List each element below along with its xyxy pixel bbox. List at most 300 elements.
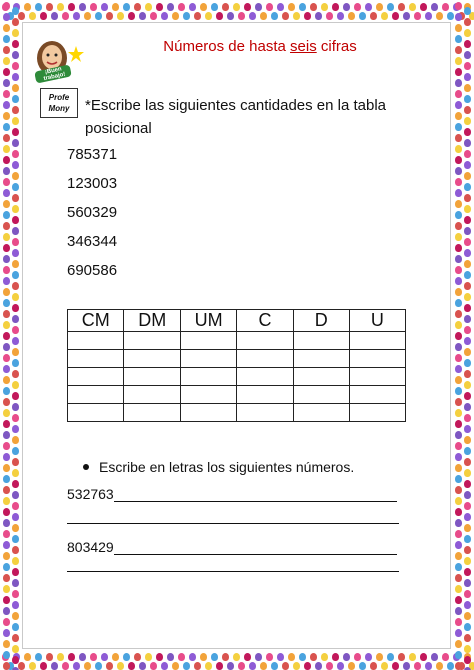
header-c: C: [237, 310, 293, 332]
balloon-icon: [464, 502, 471, 510]
balloon-icon: [455, 112, 462, 120]
balloon-icon: [3, 288, 10, 296]
balloon-icon: [455, 354, 462, 362]
balloon-icon: [455, 596, 462, 604]
balloon-icon: [29, 662, 36, 670]
balloon-icon: [167, 653, 174, 661]
balloon-icon: [455, 321, 462, 329]
table-cell[interactable]: [180, 386, 236, 404]
balloon-icon: [123, 3, 130, 11]
balloon-icon: [332, 653, 339, 661]
balloon-icon: [3, 101, 10, 109]
balloon-icon: [3, 596, 10, 604]
balloon-icon: [57, 3, 64, 11]
balloon-icon: [464, 392, 471, 400]
balloon-icon: [3, 585, 10, 593]
balloon-icon: [464, 18, 471, 26]
table-cell[interactable]: [293, 386, 349, 404]
title-after: cifras: [316, 38, 357, 55]
table-row: [68, 350, 406, 368]
balloon-icon: [3, 2, 10, 10]
balloon-icon: [3, 376, 10, 384]
table-cell[interactable]: [293, 368, 349, 386]
balloon-icon: [299, 653, 306, 661]
balloon-icon: [51, 12, 58, 20]
balloon-icon: [12, 18, 19, 26]
balloon-icon: [12, 568, 19, 576]
balloon-icon: [3, 398, 10, 406]
balloon-icon: [464, 282, 471, 290]
balloon-icon: [3, 486, 10, 494]
balloon-icon: [12, 480, 19, 488]
balloon-icon: [3, 662, 10, 670]
balloon-icon: [205, 662, 212, 670]
table-cell[interactable]: [124, 332, 180, 350]
table-cell[interactable]: [237, 368, 293, 386]
balloon-icon: [101, 653, 108, 661]
answer-line[interactable]: [67, 570, 399, 572]
table-cell[interactable]: [68, 386, 124, 404]
balloon-icon: [464, 612, 471, 620]
balloon-icon: [436, 662, 443, 670]
balloon-icon: [455, 145, 462, 153]
table-cell[interactable]: [349, 386, 405, 404]
balloon-icon: [12, 623, 19, 631]
balloon-icon: [260, 662, 267, 670]
balloon-icon: [123, 653, 130, 661]
balloon-icon: [3, 464, 10, 472]
balloon-icon: [455, 629, 462, 637]
balloon-icon: [3, 68, 10, 76]
table-row: [68, 332, 406, 350]
balloon-icon: [455, 2, 462, 10]
table-cell[interactable]: [180, 332, 236, 350]
table-cell[interactable]: [237, 332, 293, 350]
table-cell[interactable]: [124, 350, 180, 368]
balloon-icon: [3, 321, 10, 329]
balloon-icon: [12, 304, 19, 312]
balloon-border-right: [452, 0, 474, 670]
balloon-icon: [464, 40, 471, 48]
balloon-icon: [365, 3, 372, 11]
balloon-icon: [3, 112, 10, 120]
balloon-icon: [464, 359, 471, 367]
balloon-icon: [156, 3, 163, 11]
table-cell[interactable]: [237, 350, 293, 368]
balloon-icon: [145, 3, 152, 11]
balloon-icon: [3, 541, 10, 549]
balloon-icon: [464, 458, 471, 466]
balloon-icon: [12, 425, 19, 433]
number-item: 123003: [67, 175, 118, 192]
balloon-icon: [3, 57, 10, 65]
balloon-icon: [343, 3, 350, 11]
balloon-icon: [464, 513, 471, 521]
balloon-icon: [3, 651, 10, 659]
balloon-icon: [12, 546, 19, 554]
balloon-icon: [12, 634, 19, 642]
balloon-icon: [62, 662, 69, 670]
balloon-icon: [464, 7, 471, 15]
balloon-icon: [62, 12, 69, 20]
balloon-icon: [392, 662, 399, 670]
answer-line[interactable]: [114, 540, 397, 555]
balloon-icon: [464, 634, 471, 642]
balloon-icon: [277, 3, 284, 11]
balloon-icon: [403, 12, 410, 20]
balloon-icon: [288, 3, 295, 11]
balloon-icon: [425, 662, 432, 670]
balloon-icon: [216, 12, 223, 20]
balloon-icon: [464, 304, 471, 312]
balloon-icon: [12, 293, 19, 301]
number-item: 690586: [67, 262, 118, 279]
balloon-icon: [128, 662, 135, 670]
balloon-icon: [12, 227, 19, 235]
balloon-icon: [3, 354, 10, 362]
balloon-icon: [3, 574, 10, 582]
write-item: [67, 486, 397, 502]
balloon-icon: [12, 491, 19, 499]
balloon-icon: [3, 178, 10, 186]
balloon-icon: [161, 662, 168, 670]
table-cell[interactable]: [237, 404, 293, 422]
balloon-icon: [249, 12, 256, 20]
balloon-icon: [3, 431, 10, 439]
balloon-icon: [3, 233, 10, 241]
balloon-icon: [282, 662, 289, 670]
balloon-icon: [12, 150, 19, 158]
table-cell[interactable]: [180, 404, 236, 422]
balloon-icon: [12, 656, 19, 664]
balloon-icon: [3, 145, 10, 153]
balloon-icon: [12, 359, 19, 367]
balloon-icon: [455, 123, 462, 131]
balloon-icon: [455, 101, 462, 109]
table-cell[interactable]: [293, 404, 349, 422]
balloon-icon: [455, 563, 462, 571]
balloon-icon: [370, 12, 377, 20]
balloon-icon: [12, 370, 19, 378]
balloon-icon: [260, 12, 267, 20]
balloon-icon: [464, 84, 471, 92]
table-row: [68, 368, 406, 386]
balloon-icon: [464, 271, 471, 279]
bullet-icon: [83, 464, 89, 470]
balloon-icon: [431, 653, 438, 661]
balloon-icon: [455, 46, 462, 54]
balloon-icon: [12, 172, 19, 180]
balloon-icon: [464, 469, 471, 477]
balloon-icon: [227, 662, 234, 670]
balloon-icon: [12, 557, 19, 565]
header-um: UM: [180, 310, 236, 332]
balloon-icon: [455, 178, 462, 186]
balloon-icon: [455, 134, 462, 142]
balloon-icon: [3, 35, 10, 43]
table-cell[interactable]: [68, 350, 124, 368]
balloon-icon: [150, 662, 157, 670]
balloon-icon: [455, 90, 462, 98]
balloon-icon: [222, 3, 229, 11]
balloon-icon: [12, 524, 19, 532]
balloon-icon: [24, 3, 31, 11]
balloon-icon: [3, 442, 10, 450]
balloon-icon: [167, 3, 174, 11]
balloon-icon: [455, 431, 462, 439]
balloon-icon: [139, 12, 146, 20]
balloon-icon: [464, 601, 471, 609]
balloon-icon: [315, 12, 322, 20]
balloon-icon: [3, 530, 10, 538]
balloon-icon: [455, 486, 462, 494]
table-cell[interactable]: [293, 350, 349, 368]
balloon-icon: [12, 161, 19, 169]
balloon-icon: [455, 409, 462, 417]
balloon-icon: [455, 530, 462, 538]
balloon-icon: [376, 3, 383, 11]
balloon-icon: [455, 453, 462, 461]
number-item: 346344: [67, 233, 118, 250]
balloon-icon: [455, 266, 462, 274]
balloon-icon: [12, 579, 19, 587]
balloon-icon: [359, 12, 366, 20]
balloon-icon: [464, 425, 471, 433]
balloon-icon: [90, 3, 97, 11]
balloon-icon: [255, 653, 262, 661]
balloon-icon: [12, 414, 19, 422]
table-cell[interactable]: [124, 404, 180, 422]
balloon-icon: [455, 365, 462, 373]
balloon-icon: [12, 282, 19, 290]
balloon-icon: [134, 653, 141, 661]
balloon-icon: [455, 24, 462, 32]
table-row: [68, 404, 406, 422]
balloon-icon: [200, 3, 207, 11]
balloon-icon: [12, 216, 19, 224]
balloon-icon: [3, 475, 10, 483]
balloon-icon: [414, 12, 421, 20]
balloon-icon: [3, 24, 10, 32]
balloon-icon: [194, 12, 201, 20]
balloon-icon: [343, 653, 350, 661]
balloon-icon: [3, 552, 10, 560]
balloon-icon: [464, 194, 471, 202]
table-cell[interactable]: [68, 332, 124, 350]
balloon-icon: [326, 662, 333, 670]
balloon-icon: [464, 106, 471, 114]
table-cell[interactable]: [68, 404, 124, 422]
balloon-icon: [464, 227, 471, 235]
balloon-icon: [455, 541, 462, 549]
balloon-icon: [420, 653, 427, 661]
balloon-icon: [398, 3, 405, 11]
title-underlined: seis: [290, 38, 317, 55]
balloon-icon: [464, 95, 471, 103]
profe-label-line1: Profe: [48, 93, 70, 102]
balloon-icon: [455, 420, 462, 428]
header-d: D: [293, 310, 349, 332]
balloon-icon: [409, 3, 416, 11]
balloon-icon: [299, 3, 306, 11]
balloon-icon: [24, 653, 31, 661]
balloon-icon: [455, 475, 462, 483]
balloon-icon: [455, 200, 462, 208]
balloon-icon: [12, 392, 19, 400]
balloon-icon: [436, 12, 443, 20]
balloon-icon: [455, 387, 462, 395]
balloon-icon: [464, 535, 471, 543]
balloon-icon: [12, 106, 19, 114]
table-cell[interactable]: [180, 350, 236, 368]
balloon-icon: [304, 662, 311, 670]
balloon-icon: [455, 211, 462, 219]
balloon-icon: [293, 12, 300, 20]
balloon-icon: [282, 12, 289, 20]
balloon-icon: [455, 167, 462, 175]
balloon-icon: [464, 128, 471, 136]
balloon-icon: [321, 653, 328, 661]
table-cell[interactable]: [293, 332, 349, 350]
balloon-icon: [464, 579, 471, 587]
table-cell[interactable]: [124, 368, 180, 386]
balloon-icon: [464, 524, 471, 532]
balloon-icon: [145, 653, 152, 661]
balloon-icon: [293, 662, 300, 670]
balloon-icon: [455, 640, 462, 648]
table-cell[interactable]: [124, 386, 180, 404]
header-u: U: [349, 310, 405, 332]
balloon-icon: [381, 662, 388, 670]
balloon-icon: [3, 46, 10, 54]
table-cell[interactable]: [68, 368, 124, 386]
balloon-icon: [455, 398, 462, 406]
balloon-icon: [84, 662, 91, 670]
balloon-icon: [376, 653, 383, 661]
balloon-icon: [455, 442, 462, 450]
balloon-icon: [277, 653, 284, 661]
balloon-icon: [455, 233, 462, 241]
balloon-icon: [392, 12, 399, 20]
balloon-icon: [464, 656, 471, 664]
balloon-icon: [172, 662, 179, 670]
answer-line[interactable]: [114, 487, 397, 502]
balloon-icon: [464, 568, 471, 576]
balloon-icon: [12, 447, 19, 455]
balloon-icon: [464, 73, 471, 81]
balloon-icon: [139, 662, 146, 670]
balloon-icon: [40, 662, 47, 670]
balloon-icon: [365, 653, 372, 661]
balloon-icon: [3, 90, 10, 98]
balloon-icon: [3, 277, 10, 285]
balloon-icon: [12, 73, 19, 81]
balloon-icon: [3, 563, 10, 571]
balloon-icon: [354, 3, 361, 11]
profe-label-line2: Mony: [48, 104, 70, 113]
balloon-icon: [12, 271, 19, 279]
balloon-icon: [117, 662, 124, 670]
balloon-icon: [3, 453, 10, 461]
answer-line[interactable]: [67, 522, 399, 524]
balloon-icon: [233, 3, 240, 11]
balloon-icon: [3, 13, 10, 21]
balloon-icon: [464, 183, 471, 191]
table-cell[interactable]: [349, 332, 405, 350]
balloon-icon: [431, 3, 438, 11]
balloon-icon: [464, 117, 471, 125]
balloon-icon: [354, 653, 361, 661]
balloon-icon: [3, 310, 10, 318]
table-cell[interactable]: [349, 404, 405, 422]
balloon-icon: [40, 12, 47, 20]
balloon-icon: [455, 244, 462, 252]
balloon-icon: [455, 299, 462, 307]
balloon-icon: [128, 12, 135, 20]
balloon-icon: [464, 315, 471, 323]
balloon-icon: [95, 12, 102, 20]
balloon-icon: [12, 601, 19, 609]
balloon-icon: [12, 40, 19, 48]
table-header-row: [68, 310, 406, 332]
balloon-icon: [12, 7, 19, 15]
balloon-icon: [455, 651, 462, 659]
balloon-icon: [255, 3, 262, 11]
table-cell[interactable]: [349, 368, 405, 386]
balloon-icon: [455, 222, 462, 230]
table-cell[interactable]: [349, 350, 405, 368]
balloon-icon: [3, 387, 10, 395]
balloon-icon: [222, 653, 229, 661]
balloon-icon: [178, 653, 185, 661]
balloon-icon: [425, 12, 432, 20]
balloon-icon: [3, 409, 10, 417]
balloon-icon: [271, 12, 278, 20]
balloon-icon: [211, 653, 218, 661]
balloon-icon: [315, 662, 322, 670]
instruction-text: *Escribe las siguientes cantidades en la tabla posicional: [85, 97, 387, 137]
balloon-icon: [183, 662, 190, 670]
balloon-icon: [398, 653, 405, 661]
table-cell[interactable]: [180, 368, 236, 386]
balloon-icon: [464, 491, 471, 499]
balloon-icon: [464, 238, 471, 246]
balloon-icon: [442, 653, 449, 661]
balloon-icon: [455, 574, 462, 582]
balloon-icon: [310, 3, 317, 11]
balloon-icon: [3, 211, 10, 219]
balloon-icon: [3, 332, 10, 340]
balloon-icon: [464, 436, 471, 444]
balloon-icon: [3, 79, 10, 87]
balloon-icon: [321, 3, 328, 11]
balloon-icon: [266, 653, 273, 661]
balloon-icon: [233, 653, 240, 661]
balloon-icon: [3, 607, 10, 615]
balloon-icon: [455, 662, 462, 670]
balloon-icon: [455, 497, 462, 505]
balloon-icon: [12, 128, 19, 136]
balloon-icon: [156, 653, 163, 661]
balloon-icon: [12, 249, 19, 257]
balloon-icon: [3, 244, 10, 252]
balloon-icon: [183, 12, 190, 20]
balloon-icon: [3, 508, 10, 516]
balloon-icon: [12, 326, 19, 334]
balloon-icon: [3, 497, 10, 505]
table-cell[interactable]: [237, 386, 293, 404]
balloon-icon: [101, 3, 108, 11]
